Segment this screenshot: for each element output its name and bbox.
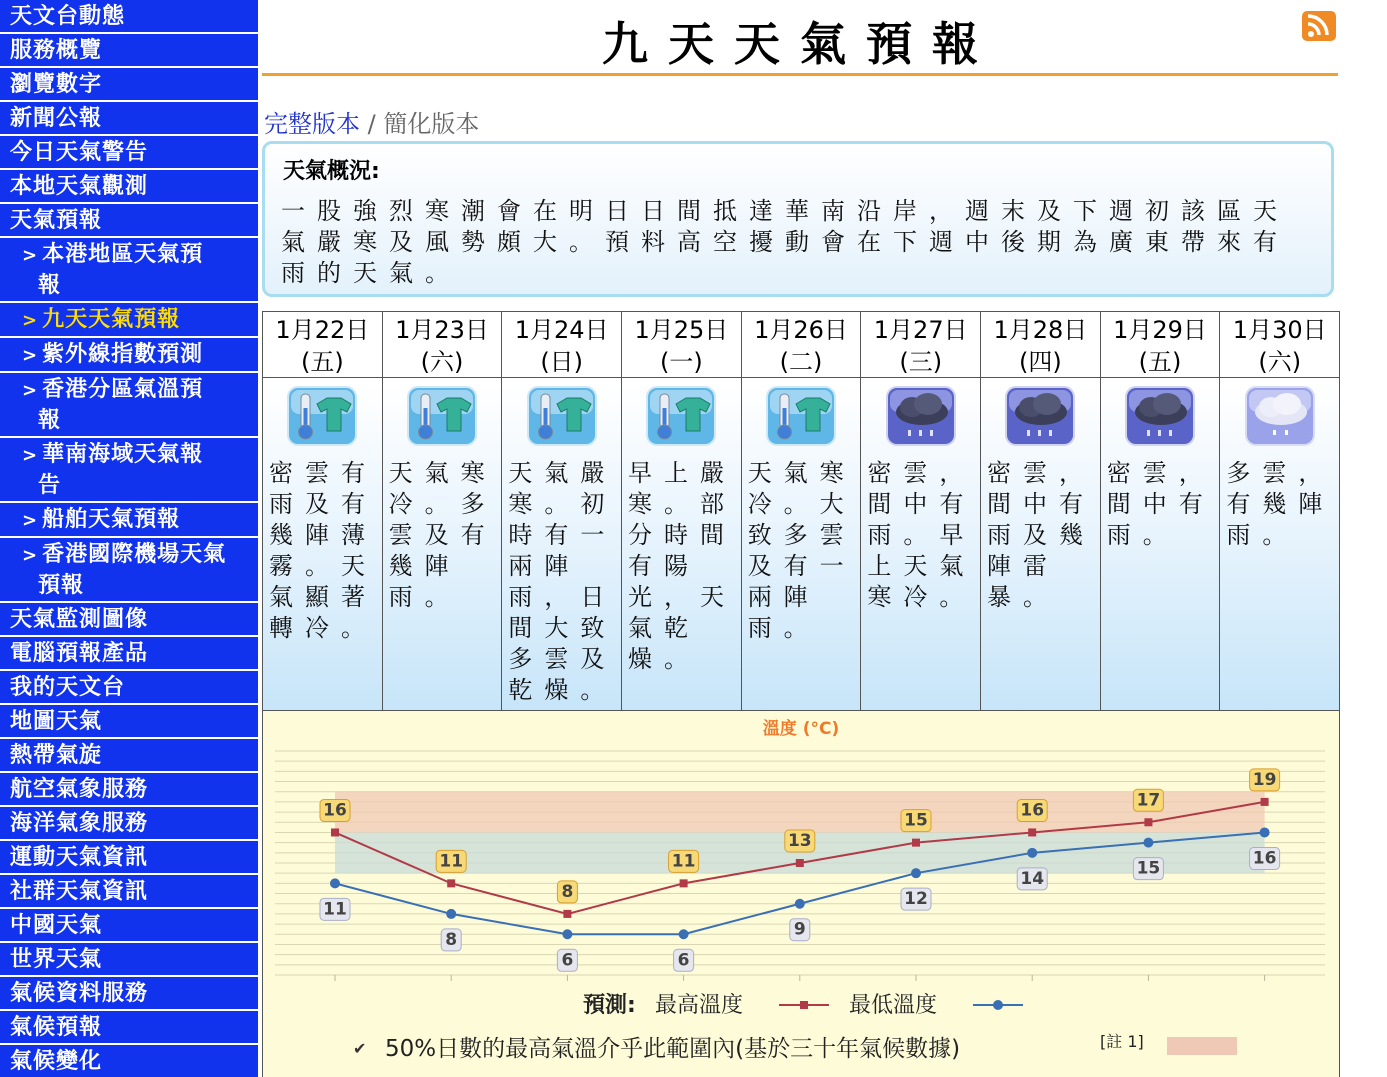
min-temp-label: 6 — [561, 950, 574, 971]
sidebar-item[interactable]: 氣候預報 — [0, 1011, 258, 1045]
temperature-chart — [262, 711, 1340, 1077]
day-date: 1月26日 — [754, 316, 848, 344]
general-situation-box — [262, 141, 1334, 297]
day-weekday: (一) — [659, 348, 703, 376]
day-date: 1月22日 — [275, 316, 370, 344]
min-temp-point — [330, 878, 340, 888]
sidebar-item[interactable]: 天氣監測圖像 — [0, 603, 258, 637]
sidebar-item-label: 香港分區氣溫預 — [42, 377, 204, 402]
sidebar — [0, 0, 258, 1077]
day-header — [981, 312, 1100, 378]
sidebar-item[interactable]: 社群天氣資訊 — [0, 875, 258, 909]
sidebar-item[interactable] — [0, 303, 258, 338]
full-version-link[interactable]: 完整版本 — [264, 110, 360, 138]
day-date: 1月25日 — [634, 316, 729, 344]
max-temp-point — [447, 879, 455, 887]
day-forecast-text: 天氣寒冷。大致多雲及有一兩陣雨。 — [747, 459, 856, 642]
sidebar-item[interactable]: 中國天氣 — [0, 909, 258, 943]
sidebar-item-label: 本港地區天氣預 — [42, 242, 204, 267]
simple-version-link[interactable]: 簡化版本 — [383, 110, 480, 138]
day-date: 1月29日 — [1113, 316, 1207, 344]
sidebar-item-label: 九天天氣預報 — [42, 307, 181, 332]
legend-min-marker — [993, 1000, 1003, 1010]
rain-icon — [1101, 378, 1220, 454]
day-forecast-text: 密雲，間中有雨。早上天氣寒冷。 — [867, 459, 976, 611]
forecast-day — [263, 312, 383, 710]
day-date: 1月23日 — [395, 316, 489, 344]
max-temp-point — [680, 879, 688, 887]
day-forecast-text: 密雲有雨及有幾陣薄霧。天氣顯著轉冷。 — [269, 459, 377, 642]
sidebar-item[interactable] — [0, 538, 258, 603]
forecast-day — [981, 312, 1101, 710]
forecast-day — [1220, 312, 1339, 710]
min-temp-label: 16 — [1252, 848, 1277, 869]
day-date: 1月28日 — [993, 316, 1088, 344]
legend-min-label: 最低溫度 — [849, 993, 938, 1018]
climate-range-band — [335, 792, 1265, 833]
max-temp-point — [1144, 818, 1152, 826]
min-temp-point — [446, 909, 456, 919]
sidebar-item-label-cont: 預報 — [38, 573, 85, 598]
forecast-day — [1101, 312, 1221, 710]
min-temp-point — [911, 868, 921, 878]
sidebar-item-label: 船舶天氣預報 — [42, 507, 181, 532]
sidebar-item[interactable]: 航空氣象服務 — [0, 773, 258, 807]
day-date: 1月30日 — [1232, 316, 1327, 344]
day-header — [742, 312, 861, 378]
max-temp-point — [796, 859, 804, 867]
checkbox-checked-icon: ✔ — [353, 1039, 367, 1058]
min-temp-label: 8 — [445, 929, 458, 950]
chevron-right-icon: > — [22, 345, 39, 366]
cold-icon — [502, 378, 621, 454]
sidebar-item-label: 紫外線指數預測 — [42, 342, 204, 367]
rain-icon — [981, 378, 1100, 454]
sidebar-item[interactable]: 氣候變化 — [0, 1045, 258, 1077]
cold-icon — [622, 378, 741, 454]
sidebar-item[interactable] — [0, 438, 258, 503]
day-header — [1101, 312, 1220, 378]
chart-title: 溫度 (°C) — [762, 719, 840, 739]
sidebar-item-label-cont: 告 — [38, 473, 62, 498]
sidebar-item[interactable]: 我的天文台 — [0, 671, 258, 705]
temperature-chart-svg — [263, 711, 1339, 1077]
min-temp-point — [562, 929, 572, 939]
forecast-day — [383, 312, 503, 710]
day-header — [622, 312, 741, 378]
day-date: 1月27日 — [873, 316, 968, 344]
forecast-day — [502, 312, 622, 710]
sidebar-item-label: 華南海域天氣報 — [42, 442, 204, 467]
day-header — [1220, 312, 1339, 378]
cold-icon — [263, 378, 382, 454]
day-weekday: (四) — [1019, 348, 1062, 376]
general-situation-text: 一股強烈寒潮會在明日日間抵達華南沿岸，週末及下週初該區天氣嚴寒及風勢頗大。預料高空擾動會在下週中後期為廣東帶來有雨的天氣。 — [281, 197, 1289, 287]
band-note-ref: [註 1] — [1100, 1032, 1144, 1051]
max-temp-label: 16 — [1020, 800, 1045, 821]
max-temp-point — [1028, 828, 1036, 836]
max-temp-label: 16 — [323, 800, 347, 821]
chevron-right-icon: > — [22, 380, 39, 401]
day-weekday: (二) — [779, 348, 823, 376]
day-forecast-text: 早上嚴寒。部分時間有陽光，天氣乾燥。 — [628, 459, 737, 673]
min-temp-label: 11 — [323, 899, 347, 920]
day-forecast-text: 多雲，有幾陣雨。 — [1226, 459, 1335, 549]
sidebar-item[interactable]: 世界天氣 — [0, 943, 258, 977]
sidebar-item[interactable] — [0, 373, 258, 438]
rain-icon — [861, 378, 980, 454]
max-temp-point — [1261, 798, 1269, 806]
max-temp-label: 19 — [1252, 769, 1277, 790]
chevron-right-icon: > — [22, 310, 39, 331]
day-weekday: (六) — [420, 348, 464, 376]
sidebar-item[interactable]: 新聞公報 — [0, 102, 258, 136]
sidebar-item[interactable] — [0, 503, 258, 538]
sidebar-item[interactable] — [0, 338, 258, 373]
sidebar-item[interactable]: 運動天氣資訊 — [0, 841, 258, 875]
sidebar-item[interactable]: 氣候資料服務 — [0, 977, 258, 1011]
sidebar-item-label: 香港國際機場天氣 — [42, 542, 227, 567]
min-temp-label: 6 — [677, 950, 690, 971]
legend-max-marker — [800, 1001, 808, 1009]
forecast-day — [742, 312, 862, 710]
sidebar-item[interactable]: 天文台動態 — [0, 0, 258, 34]
rss-icon[interactable] — [1302, 11, 1336, 41]
max-temp-point — [331, 828, 339, 836]
min-temp-label: 15 — [1136, 858, 1161, 879]
day-header — [502, 312, 621, 378]
version-switch — [264, 108, 479, 140]
sidebar-item[interactable]: 海洋氣象服務 — [0, 807, 258, 841]
page-title: 九天天氣預報 — [602, 17, 998, 71]
max-temp-label: 15 — [904, 810, 928, 831]
sidebar-item[interactable]: 電腦預報產品 — [0, 637, 258, 671]
sidebar-item[interactable]: 熱帶氣旋 — [0, 739, 258, 773]
day-header — [861, 312, 980, 378]
day-date: 1月24日 — [514, 316, 609, 344]
chevron-right-icon: > — [22, 545, 39, 566]
min-temp-label: 14 — [1020, 868, 1045, 889]
cold-icon — [742, 378, 861, 454]
min-temp-point — [1027, 848, 1037, 858]
sidebar-item[interactable]: 服務概覽 — [0, 34, 258, 68]
min-temp-point — [1260, 827, 1270, 837]
day-header — [383, 312, 502, 378]
version-separator: / — [360, 110, 384, 138]
band-note-text: 50%日數的最高氣溫介乎此範圍內(基於三十年氣候數據) — [385, 1036, 961, 1062]
max-temp-label: 11 — [439, 851, 464, 872]
legend-max-label: 最高溫度 — [655, 993, 744, 1018]
day-forecast-text: 密雲，間中有雨及幾陣雷暴。 — [987, 459, 1096, 611]
max-temp-label: 17 — [1136, 790, 1161, 811]
day-weekday: (日) — [540, 348, 584, 376]
forecast-day — [861, 312, 981, 710]
day-forecast-text: 天氣嚴寒。初時有一兩陣雨，日間大致多雲及乾燥。 — [508, 459, 617, 704]
min-temp-point — [795, 899, 805, 909]
chevron-right-icon: > — [22, 445, 39, 466]
max-temp-label: 11 — [671, 851, 696, 872]
min-temp-label: 12 — [904, 889, 928, 910]
max-temp-point — [563, 910, 571, 918]
sidebar-item[interactable]: 瀏覽數字 — [0, 68, 258, 102]
sidebar-item[interactable] — [0, 238, 258, 303]
day-forecast-text: 密雲，間中有雨。 — [1106, 459, 1215, 549]
forecast-grid — [262, 311, 1340, 711]
legend-prefix: 預測: — [583, 993, 636, 1018]
showers-icon — [1220, 378, 1339, 454]
min-temp-label: 9 — [793, 919, 806, 940]
max-temp-label: 13 — [787, 831, 812, 851]
title-divider — [262, 73, 1338, 76]
day-weekday: (五) — [300, 348, 344, 376]
max-temp-label: 8 — [561, 881, 574, 902]
chevron-right-icon: > — [22, 245, 39, 266]
sidebar-item[interactable]: 天氣預報 — [0, 204, 258, 238]
sidebar-item-label-cont: 報 — [38, 408, 62, 433]
min-temp-point — [1143, 838, 1153, 848]
day-header — [263, 312, 382, 378]
forecast-day — [622, 312, 742, 710]
sidebar-item-label-cont: 報 — [38, 273, 62, 298]
day-weekday: (三) — [899, 348, 943, 376]
chevron-right-icon: > — [22, 510, 39, 531]
day-forecast-text: 天氣寒冷。多雲及有幾陣雨。 — [388, 459, 497, 611]
day-weekday: (六) — [1258, 348, 1302, 376]
day-weekday: (五) — [1138, 348, 1182, 376]
sidebar-item[interactable]: 地圖天氣 — [0, 705, 258, 739]
min-temp-point — [679, 929, 689, 939]
max-temp-point — [912, 839, 920, 847]
general-situation-heading: 天氣概況: — [283, 159, 380, 184]
band-legend-swatch — [1167, 1037, 1237, 1055]
sidebar-item[interactable]: 本地天氣觀測 — [0, 170, 258, 204]
cold-icon — [383, 378, 502, 454]
sidebar-item[interactable]: 今日天氣警告 — [0, 136, 258, 170]
